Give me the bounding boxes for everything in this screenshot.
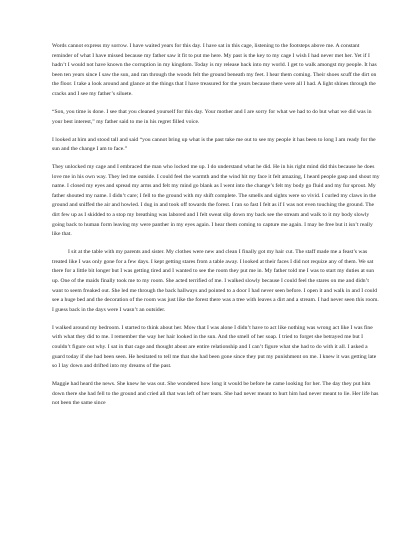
body-paragraph: I walked around my bedroom. I started to think about her. Mow that I was alone I didn’t have to act like nothing was wrong act like I was fine with what they did to me. I remember the way her hair looked in the sun. And the smell of her soap. I tried to forget she betrayed me but I couldn’t figure out why. I sat in that cage and thought about are entire relationship and I can’t figure what she had to do with it all. I asked a guard today if she had been seen. He hesitated to tell me that she had been gone since they put my punishment on me. I knew it was getting late so I lay down and drifted into my dreams of the past. (52, 324, 377, 370)
body-paragraph: I looked at him and stood tall and said “you cannot bring up what is the past take me out to see my people it has been to long I am ready for the sun and the change I am to face.” (52, 136, 376, 153)
body-paragraph: “Son, you time is done. I see that you cleaned yourself for this day. Your mother and I are sorry for what we had to do but what we did was in your best interest,” my father said to me in his regret filled voice. (52, 108, 372, 125)
body-paragraph: Maggie had heard the news. She knew he was out. She wondered how long it would be before he came looking for her. The day they put him down there she had fell to the ground and cried all that was left of her tears. She had never meant to hurt him had never meant to lie. Her life has not been the same since (52, 381, 379, 407)
body-paragraph: They unlocked my cage and I embraced the man who locked me up. I do understand what he did. He in his right mind did this because he does love me in his own way. They led me outside. I could feel the warmth and the wind hit my face it felt amazing, I heard people gasp and shout my name. I closed my eyes and spread my arms and felt my mind go blank as I went into the change’s felt my body go fluid and my fur sprout. My father shouted my name. I didn’t care; I fell to the ground with my shift complete. The smells and sights were so vivid. I curled my claws in the ground and sniffed the air and howled. I dug in and took off towards the forest. I ran so fast I felt as if I was not even touching the ground. The dirt few up as I skidded to a stop my breathing was labored and I felt sweat slip down my back see the stream and walk to it my body slowly going back to human form leaving my were panther in my eyes again. I hear them coming to capture me again. I may be free but it isn’t really like that. (52, 164, 380, 238)
body-paragraph: I sit at the table with my parents and sister. My clothes were new and clean I finally got my hair cut. The staff made me a feast’s was treated like I was only gone for a few days. I kept getting stares from a table away. I looked at their faces I did not requize any of them. We sat there for a little bit longer but I was getting tired and I wanted to see the room they put me in. My father told me I was to start my duties at sun up. One of the maids finally took me to my room. She acted terrified of me. I walked slowly because I could feel the stares on me and didn’t want to seem freaked out. She led me through the back hallways and pointed to a door I had never seen before. I open it and walk in and I could see a huge bed and the decoration of the room was just like the forest there was a tree with leaves a dirt and a stream. I had never seen this room. I guess back in the days were I wasn’t an outsider. (52, 249, 379, 313)
body-paragraph: Words cannot express my sorrow. I have waited years for this day. I have sat in this cage, listening to the footsteps above me. A constant reminder of what I have missed because my father saw it fit to put me here. My past is the key to my cage I wish I had never met her. Yet if I hadn’t I would not have known the corruption in my kingdom. Today is my release back into my world. I get to walk amongst my people. It has been ten years since I saw the sun, and ran through the woods felt the ground beneath my feet. I hear them coming. Their shoes scuff the dirt on the floor. I take a look around and glance at the things that I have treasured for the years because there were all I had. A light shines through the cracks and I see my father’s siluete. (52, 43, 377, 97)
